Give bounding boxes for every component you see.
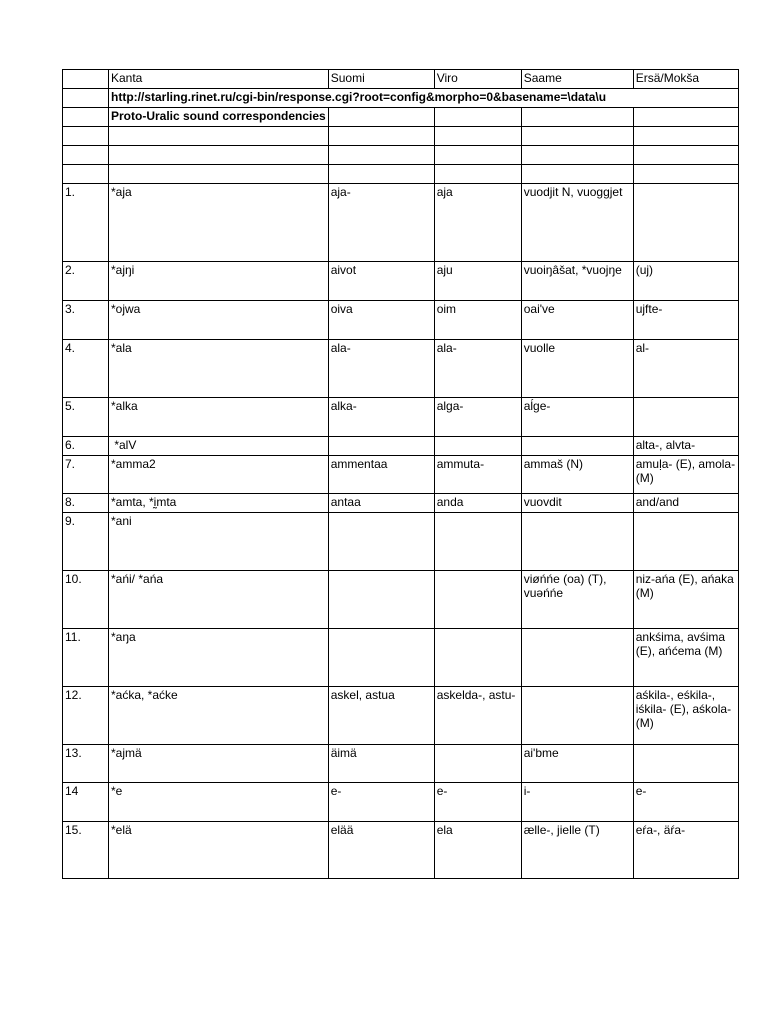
suomi-cell[interactable]: ammentaa: [328, 456, 434, 494]
viro-cell[interactable]: ela: [434, 822, 521, 879]
viro-cell[interactable]: [434, 629, 521, 687]
viro-cell[interactable]: [434, 437, 521, 456]
suomi-cell[interactable]: [328, 437, 434, 456]
saame-cell[interactable]: i-: [521, 783, 633, 822]
viro-cell[interactable]: anda: [434, 494, 521, 513]
empty-cell[interactable]: [328, 146, 434, 165]
empty-cell[interactable]: [328, 108, 434, 127]
header-ersa-moksa-cell[interactable]: Ersä/Mokša: [633, 70, 738, 89]
empty-cell[interactable]: [633, 127, 738, 146]
kanta-cell[interactable]: *aŋa: [109, 629, 329, 687]
empty-cell[interactable]: [521, 165, 633, 184]
empty-cell[interactable]: [633, 165, 738, 184]
empty-cell[interactable]: [109, 146, 329, 165]
empty-cell[interactable]: [633, 146, 738, 165]
ersa-moksa-cell[interactable]: niz-ańa (E), ańaka (M): [633, 571, 738, 629]
empty-cell[interactable]: [434, 165, 521, 184]
viro-cell[interactable]: [434, 571, 521, 629]
kanta-cell[interactable]: *ajmä: [109, 745, 329, 783]
viro-cell[interactable]: [434, 513, 521, 571]
saame-cell[interactable]: [521, 687, 633, 745]
source-url-cell[interactable]: http://starling.rinet.ru/cgi-bin/response.cgi?root=config&morpho=0&basename=\data\u: [109, 89, 739, 108]
header-suomi-cell[interactable]: Suomi: [328, 70, 434, 89]
row-num-cell[interactable]: 5.: [63, 398, 109, 437]
ersa-moksa-cell[interactable]: ankśima, avśima (E), ańćema (M): [633, 629, 738, 687]
saame-cell[interactable]: aĺge-: [521, 398, 633, 437]
table-row: [63, 301, 739, 340]
suomi-cell[interactable]: [328, 629, 434, 687]
empty-cell[interactable]: [328, 165, 434, 184]
table-row: [63, 513, 739, 571]
ersa-moksa-cell[interactable]: amuḷa- (E), amola- (M): [633, 456, 738, 494]
ersa-moksa-cell[interactable]: ujfte-: [633, 301, 738, 340]
saame-cell[interactable]: ai'bme: [521, 745, 633, 783]
kanta-cell[interactable]: *amma2: [109, 456, 329, 494]
ersa-moksa-cell[interactable]: [633, 184, 738, 262]
table-row: [63, 687, 739, 745]
row-num-cell[interactable]: 10.: [63, 571, 109, 629]
row-num-cell[interactable]: 1.: [63, 184, 109, 262]
empty-cell[interactable]: [521, 127, 633, 146]
suomi-cell[interactable]: oiva: [328, 301, 434, 340]
suomi-cell[interactable]: äimä: [328, 745, 434, 783]
empty-cell[interactable]: [633, 108, 738, 127]
header-viro-cell[interactable]: Viro: [434, 70, 521, 89]
ersa-moksa-cell[interactable]: al-: [633, 340, 738, 398]
subtitle-row: [63, 108, 739, 127]
viro-cell[interactable]: oim: [434, 301, 521, 340]
row-num-cell[interactable]: 7.: [63, 456, 109, 494]
saame-cell[interactable]: vuoiŋâšat, *vuojŋe: [521, 262, 633, 301]
row-num-cell[interactable]: 12.: [63, 687, 109, 745]
table-row: [63, 184, 739, 262]
url-row-num-cell[interactable]: [63, 89, 109, 108]
ersa-moksa-cell[interactable]: [633, 513, 738, 571]
kanta-cell[interactable]: *ojwa: [109, 301, 329, 340]
row-num-cell[interactable]: 15.: [63, 822, 109, 879]
suomi-cell[interactable]: askel, astua: [328, 687, 434, 745]
saame-cell[interactable]: vuolle: [521, 340, 633, 398]
kanta-cell[interactable]: *e: [109, 783, 329, 822]
empty-cell[interactable]: [328, 127, 434, 146]
suomi-cell[interactable]: [328, 571, 434, 629]
header-num-cell[interactable]: [63, 70, 109, 89]
suomi-cell[interactable]: alka-: [328, 398, 434, 437]
table-row: [63, 822, 739, 879]
viro-cell[interactable]: e-: [434, 783, 521, 822]
kanta-cell[interactable]: *amta, *ḭmta: [109, 494, 329, 513]
ersa-moksa-cell[interactable]: alta-, alvta-: [633, 437, 738, 456]
ersa-moksa-cell[interactable]: (uj): [633, 262, 738, 301]
blank-row: [63, 127, 739, 146]
empty-cell[interactable]: [434, 108, 521, 127]
saame-cell[interactable]: [521, 437, 633, 456]
ersa-moksa-cell[interactable]: and/and: [633, 494, 738, 513]
suomi-cell[interactable]: aja-: [328, 184, 434, 262]
viro-cell[interactable]: ala-: [434, 340, 521, 398]
kanta-cell[interactable]: *aćka, *aćke: [109, 687, 329, 745]
viro-cell[interactable]: ammuta-: [434, 456, 521, 494]
suomi-cell[interactable]: ala-: [328, 340, 434, 398]
row-num-cell[interactable]: 14: [63, 783, 109, 822]
suomi-cell[interactable]: elää: [328, 822, 434, 879]
subtitle-row-num-cell[interactable]: [63, 108, 109, 127]
row-num-cell[interactable]: 11.: [63, 629, 109, 687]
saame-cell[interactable]: ælle-, jielle (T): [521, 822, 633, 879]
kanta-cell[interactable]: *aja: [109, 184, 329, 262]
viro-cell[interactable]: aja: [434, 184, 521, 262]
row-num-cell[interactable]: 2.: [63, 262, 109, 301]
saame-cell[interactable]: viøńńe (oa) (T), vuəńńe: [521, 571, 633, 629]
table-row: [63, 494, 739, 513]
saame-cell[interactable]: [521, 629, 633, 687]
empty-cell[interactable]: [63, 165, 109, 184]
row-num-cell[interactable]: 4.: [63, 340, 109, 398]
ersa-moksa-cell[interactable]: eŕa-, äŕa-: [633, 822, 738, 879]
suomi-cell[interactable]: aivot: [328, 262, 434, 301]
row-num-cell[interactable]: 8.: [63, 494, 109, 513]
header-saame-cell[interactable]: Saame: [521, 70, 633, 89]
empty-cell[interactable]: [63, 146, 109, 165]
saame-cell[interactable]: oai've: [521, 301, 633, 340]
subtitle-cell[interactable]: Proto-Uralic sound correspondencies: [109, 108, 329, 127]
suomi-cell[interactable]: antaa: [328, 494, 434, 513]
kanta-cell[interactable]: *ajŋi: [109, 262, 329, 301]
row-num-cell[interactable]: 13.: [63, 745, 109, 783]
viro-cell[interactable]: [434, 745, 521, 783]
kanta-cell[interactable]: *alka: [109, 398, 329, 437]
kanta-cell[interactable]: *alV: [109, 437, 329, 456]
blank-row: [63, 146, 739, 165]
viro-cell[interactable]: aju: [434, 262, 521, 301]
table-row: [63, 745, 739, 783]
suomi-cell[interactable]: e-: [328, 783, 434, 822]
url-row: [63, 89, 739, 108]
header-kanta-cell[interactable]: Kanta: [109, 70, 329, 89]
spreadsheet-table: [62, 69, 739, 879]
ersa-moksa-cell[interactable]: e-: [633, 783, 738, 822]
header-row: [63, 70, 739, 89]
empty-cell[interactable]: [521, 108, 633, 127]
kanta-cell[interactable]: *ańi/ *ańa: [109, 571, 329, 629]
row-num-cell[interactable]: 6.: [63, 437, 109, 456]
saame-cell[interactable]: vuodjit N, vuoggjet: [521, 184, 633, 262]
table-row: [63, 437, 739, 456]
table-row: [63, 571, 739, 629]
table-row: [63, 783, 739, 822]
row-num-cell[interactable]: 3.: [63, 301, 109, 340]
viro-cell[interactable]: askelda-, astu-: [434, 687, 521, 745]
table-row: [63, 629, 739, 687]
empty-cell[interactable]: [521, 146, 633, 165]
saame-cell[interactable]: vuovdit: [521, 494, 633, 513]
table-row: [63, 340, 739, 398]
suomi-cell[interactable]: [328, 513, 434, 571]
ersa-moksa-cell[interactable]: [633, 398, 738, 437]
viro-cell[interactable]: alga-: [434, 398, 521, 437]
empty-cell[interactable]: [434, 127, 521, 146]
kanta-cell[interactable]: *ala: [109, 340, 329, 398]
empty-cell[interactable]: [109, 127, 329, 146]
ersa-moksa-cell[interactable]: aśkila-, eśkila-, iśkila- (E), aśkola- (M): [633, 687, 738, 745]
saame-cell[interactable]: ammaš (N): [521, 456, 633, 494]
table-row: [63, 262, 739, 301]
saame-cell[interactable]: [521, 513, 633, 571]
empty-cell[interactable]: [434, 146, 521, 165]
empty-cell[interactable]: [63, 127, 109, 146]
ersa-moksa-cell[interactable]: [633, 745, 738, 783]
blank-row: [63, 165, 739, 184]
table-row: [63, 398, 739, 437]
kanta-cell[interactable]: *elä: [109, 822, 329, 879]
table-row: [63, 456, 739, 494]
empty-cell[interactable]: [109, 165, 329, 184]
kanta-cell[interactable]: *ani: [109, 513, 329, 571]
row-num-cell[interactable]: 9.: [63, 513, 109, 571]
